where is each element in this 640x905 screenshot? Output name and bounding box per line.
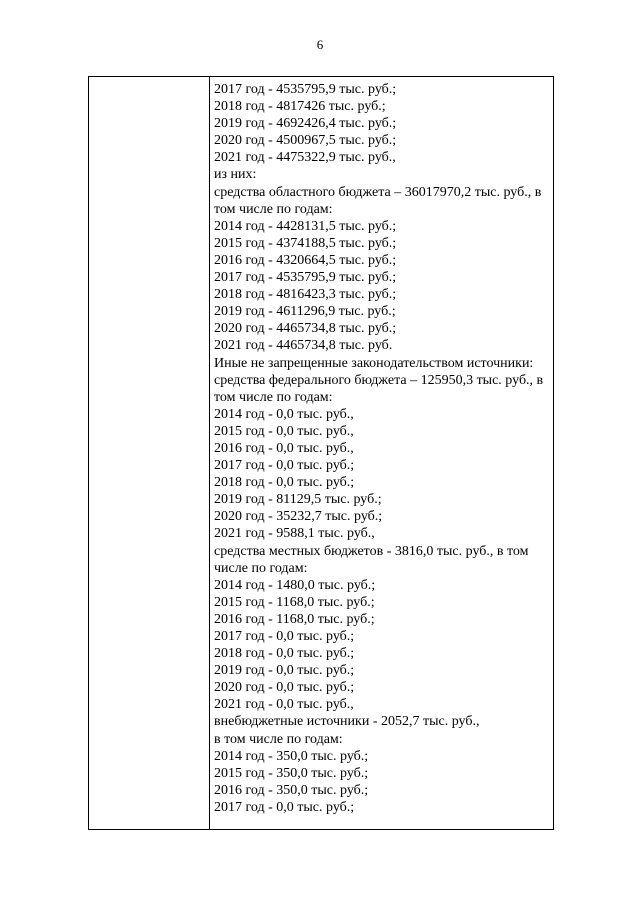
funding-line: средства федерального бюджета – 125950,3 тыс. руб., в <box>214 372 544 388</box>
funding-line: 2016 год - 1168,0 тыс. руб.; <box>214 611 375 627</box>
funding-line: 2017 год - 0,0 тыс. руб.; <box>214 799 355 815</box>
funding-line: 2015 год - 1168,0 тыс. руб.; <box>214 594 375 610</box>
funding-line: 2014 год - 4428131,5 тыс. руб.; <box>214 218 397 234</box>
funding-line: 2016 год - 4320664,5 тыс. руб.; <box>214 252 397 268</box>
funding-line: из них: <box>214 167 257 183</box>
funding-table <box>88 76 554 830</box>
funding-line: 2016 год - 350,0 тыс. руб.; <box>214 782 369 798</box>
funding-line: 2018 год - 0,0 тыс. руб.; <box>214 646 355 662</box>
funding-line: 2017 год - 4535795,9 тыс. руб.; <box>214 82 397 97</box>
funding-line: 2020 год - 0,0 тыс. руб.; <box>214 680 355 696</box>
table-cell-funding-details <box>210 77 553 829</box>
funding-line: 2015 год - 4374188,5 тыс. руб.; <box>214 235 397 251</box>
funding-line: 2019 год - 0,0 тыс. руб.; <box>214 663 355 679</box>
funding-line: 2014 год - 1480,0 тыс. руб.; <box>214 577 376 593</box>
funding-line: 2018 год - 4816423,3 тыс. руб.; <box>214 287 397 303</box>
funding-line: 2017 год - 0,0 тыс. руб.; <box>214 629 355 644</box>
funding-line: 2014 год - 0,0 тыс. руб., <box>214 406 354 422</box>
funding-line: средства местных бюджетов - 3816,0 тыс. руб., в том <box>214 543 529 559</box>
funding-line: 2018 год - 4817426 тыс. руб.; <box>214 99 386 115</box>
funding-line: 2014 год - 350,0 тыс. руб.; <box>214 748 369 764</box>
funding-line: 2021 год - 4465734,8 тыс. руб. <box>214 338 393 354</box>
funding-line: средства областного бюджета – 36017970,2 тыс. руб., в <box>214 184 542 200</box>
funding-line: 2019 год - 4692426,4 тыс. руб.; <box>214 116 397 132</box>
funding-line: 2019 год - 4611296,9 тыс. руб.; <box>214 304 396 320</box>
table-cell-left <box>89 77 210 829</box>
funding-line: том числе по годам: <box>214 201 333 217</box>
funding-line: 2021 год - 0,0 тыс. руб., <box>214 697 354 713</box>
funding-line: в том числе по годам: <box>214 731 343 747</box>
page-number: 6 <box>316 37 324 52</box>
funding-line: 2021 год - 9588,1 тыс. руб., <box>214 526 375 542</box>
funding-line: 2019 год - 81129,5 тыс. руб.; <box>214 492 382 508</box>
funding-line: 2017 год - 0,0 тыс. руб.; <box>214 458 355 474</box>
funding-line: 2016 год - 0,0 тыс. руб., <box>214 440 354 456</box>
funding-line: Иные не запрещенные законодательством источники: <box>214 355 534 371</box>
funding-line: внебюджетные источники - 2052,7 тыс. руб., <box>214 714 480 730</box>
funding-line: 2020 год - 4500967,5 тыс. руб.; <box>214 133 397 149</box>
funding-line: числе по годам: <box>214 560 308 576</box>
funding-line: 2017 год - 4535795,9 тыс. руб.; <box>214 270 397 286</box>
funding-line: 2015 год - 350,0 тыс. руб.; <box>214 765 369 781</box>
funding-line: 2021 год - 4475322,9 тыс. руб., <box>214 150 396 166</box>
funding-line: 2020 год - 35232,7 тыс. руб.; <box>214 509 383 525</box>
funding-line: 2015 год - 0,0 тыс. руб., <box>214 423 354 439</box>
funding-line: том числе по годам: <box>214 389 333 405</box>
funding-line: 2020 год - 4465734,8 тыс. руб.; <box>214 321 397 337</box>
funding-line: 2018 год - 0,0 тыс. руб.; <box>214 475 355 491</box>
